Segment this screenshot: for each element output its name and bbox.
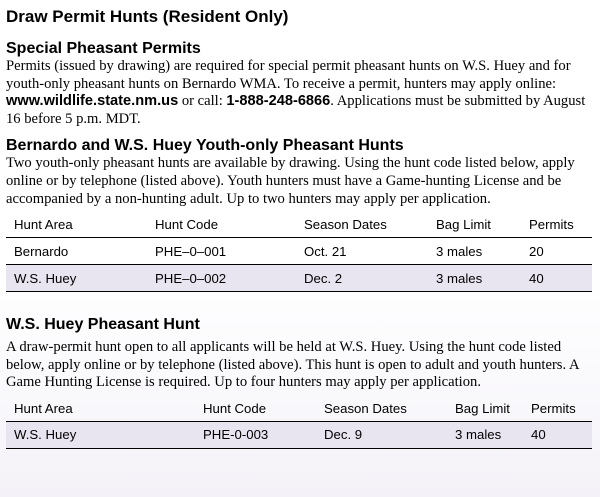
table-row — [6, 238, 592, 265]
column-header: Hunt Area — [6, 212, 155, 238]
column-header: Hunt Code — [203, 396, 324, 422]
cell-hunt-area: W.S. Huey — [6, 265, 155, 292]
youth-hunts-heading: Bernardo and W.S. Huey Youth-only Pheasant Hunts — [6, 137, 404, 155]
document-page — [6, 0, 594, 449]
huey-hunt-table — [6, 396, 592, 449]
website-link[interactable]: www.wildlife.state.nm.us — [6, 93, 179, 110]
column-header: Bag Limit — [436, 212, 529, 238]
column-header: Hunt Code — [155, 212, 304, 238]
cell-hunt-area: W.S. Huey — [6, 421, 203, 448]
cell-hunt-code: PHE-0-003 — [203, 421, 324, 448]
column-header: Permits — [529, 212, 592, 238]
table-header-row — [6, 212, 592, 238]
huey-hunt-heading: W.S. Huey Pheasant Hunt — [6, 316, 200, 334]
cell-season-dates: Dec. 9 — [324, 421, 455, 448]
cell-season-dates: Dec. 2 — [304, 265, 436, 292]
cell-hunt-code: PHE–0–001 — [155, 238, 304, 265]
huey-hunt-text: A draw-permit hunt open to all applicants will be held at W.S. Huey. Using the hunt code listed below, apply online or by telephone (listed above). This hunt is open to adult and youth hunters. A Game Hunting License is required. Up to four hunters may apply per application. — [6, 339, 579, 391]
phone-number: 1-888-248-6866 — [226, 93, 331, 110]
column-header: Permits — [531, 396, 592, 422]
youth-hunts-table — [6, 212, 592, 292]
special-pheasant-heading: Special Pheasant Permits — [6, 40, 201, 57]
cell-bag-limit: 3 males — [436, 265, 529, 292]
column-header: Hunt Area — [6, 396, 203, 422]
column-header: Bag Limit — [455, 396, 531, 422]
cell-permits: 40 — [531, 421, 592, 448]
cell-permits: 40 — [529, 265, 592, 292]
cell-bag-limit: 3 males — [436, 238, 529, 265]
column-header: Season Dates — [324, 396, 455, 422]
special-pheasant-text-b: or call: — [178, 93, 227, 110]
special-pheasant-text-a: Permits (issued by drawing) are required for special permit pheasant hunts on W.S. Huey and for youth-only pheasant hunts on Bernardo WMA. To receive a permit, hunters may apply online: — [6, 58, 571, 92]
cell-permits: 20 — [529, 238, 592, 265]
cell-bag-limit: 3 males — [455, 421, 531, 448]
cell-hunt-area: Bernardo — [6, 238, 155, 265]
youth-hunts-text: Two youth-only pheasant hunts are available by drawing. Using the hunt code listed below, apply online or by telephone (listed above). Youth hunters must have a Game-hunting License and be accompanied by a non-hunting adult. Up to two hunters may apply per application. — [6, 155, 575, 207]
page-title: Draw Permit Hunts (Resident Only) — [6, 7, 289, 26]
cell-hunt-code: PHE–0–002 — [155, 265, 304, 292]
column-header: Season Dates — [304, 212, 436, 238]
table-row — [6, 421, 592, 448]
table-row — [6, 265, 592, 292]
special-pheasant-text-c: . Applications must be submitted by August 16 before 5 p.m. MDT. — [6, 93, 586, 127]
table-header-row — [6, 396, 592, 422]
special-pheasant-text — [6, 58, 594, 128]
cell-season-dates: Oct. 21 — [304, 238, 436, 265]
